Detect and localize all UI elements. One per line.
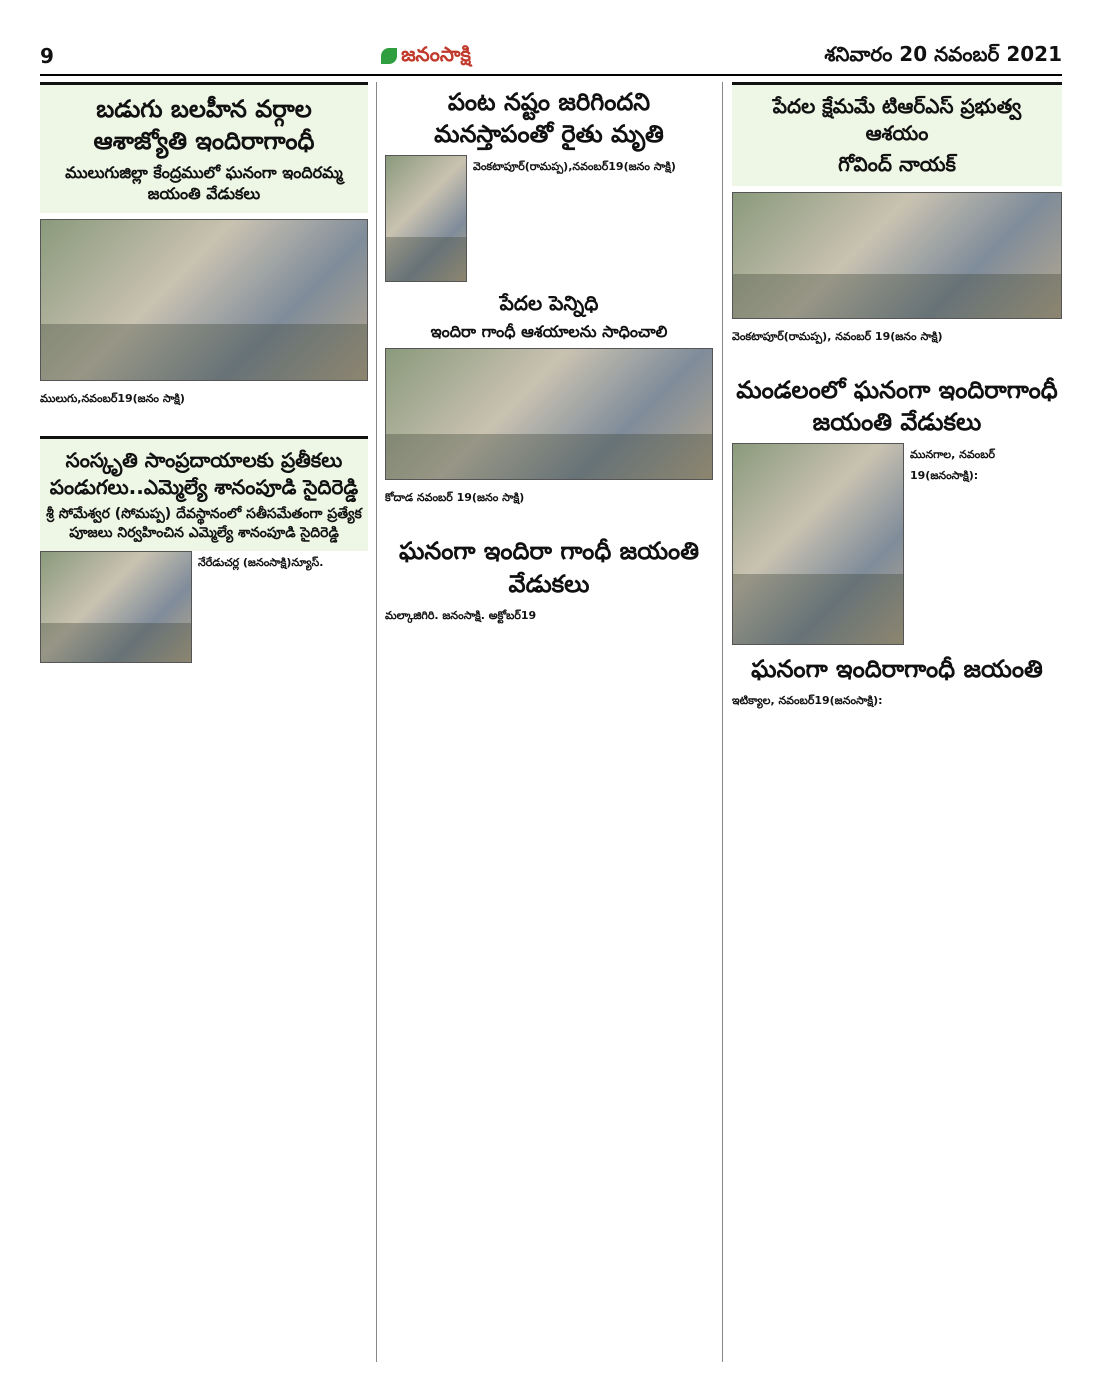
column-divider [722, 82, 723, 1362]
article-body [732, 348, 1062, 368]
article-photo [732, 443, 904, 645]
article-indira-kodada [385, 290, 713, 530]
logo-text: జనంసాక్షి [401, 41, 471, 66]
headline-box [732, 82, 1062, 186]
headline-box [40, 436, 368, 551]
newspaper-logo [381, 42, 471, 71]
masthead [40, 40, 1062, 72]
article-mla-saidireddy [40, 436, 368, 667]
article-photo [40, 551, 192, 663]
article-headline: పేదల క్షేమమే టిఆర్ఎస్ ప్రభుత్వ ఆశయం [772, 94, 1022, 145]
article-dateline: వెంకటాపూర్(రామప్ప),నవంబర్19(జనం సాక్షి) [473, 159, 676, 173]
article-dateline: ములుగు,నవంబర్19(జనం సాక్షి) [40, 391, 185, 405]
issue-date: శనివారం 20 నవంబర్ 2021 [824, 41, 1062, 66]
article-headline: బడుగు బలహీన వర్గాల ఆశాజ్యోతి ఇందిరాగాంధీ [93, 95, 315, 156]
article-subheadline: ములుగుజిల్లా కేంద్రములో ఘనంగా ఇందిరమ్మ జయంతి వేడుకలు [65, 162, 343, 204]
article-headline: మండలంలో ఘనంగా ఇందిరాగాంధీ జయంతి వేడుకలు [736, 376, 1058, 437]
article-photo [40, 219, 368, 381]
article-photo [385, 155, 467, 282]
article-subheadline: గోవింద్ నాయక్ [838, 152, 956, 176]
article-headline: పంట నష్టం జరిగిందని మనస్తాపంతో రైతు మృతి [434, 88, 664, 149]
article-farmer-death [385, 86, 713, 286]
article-dateline: నేరేడుచర్ల (జనంసాక్షి)న్యూస్. [198, 555, 324, 569]
article-subheadline: ఇందిరా గాంధీ ఆశయాలను సాధించాలి [430, 321, 668, 341]
article-indira-munagala [732, 374, 1062, 649]
article-photo [385, 348, 713, 480]
article-body [385, 509, 713, 529]
article-dateline: మునగాల, నవంబర్ 19(జనంసాక్షి): [910, 447, 995, 482]
page-number: 9 [40, 44, 54, 68]
article-indira-malkajgiri [385, 535, 713, 647]
article-indira-itikyala [732, 653, 1062, 732]
article-dateline: వెంకటాపూర్(రామప్ప), నవంబర్ 19(జనం సాక్షి) [732, 330, 943, 343]
article-photo [732, 192, 1062, 319]
headline-box [40, 82, 368, 213]
article-headline: ఘనంగా ఇందిరా గాంధీ జయంతి వేడుకలు [398, 537, 699, 598]
article-body [732, 712, 1062, 732]
masthead-rule [40, 74, 1062, 76]
column-divider [376, 82, 377, 1362]
article-headline: ఘనంగా ఇందిరాగాంధీ జయంతి [751, 654, 1043, 683]
article-body [385, 627, 713, 647]
article-dateline: ఇటిక్యాల, నవంబర్19(జనంసాక్షి): [732, 694, 883, 708]
column-1 [40, 82, 368, 667]
article-trs-welfare [732, 82, 1062, 368]
article-headline: పేదల పెన్నిధి [499, 290, 599, 315]
article-dateline: కోదాడ నవంబర్ 19(జనం సాక్షి) [385, 491, 525, 505]
article-dateline: మల్కాజిగిరి. జనంసాక్షి. అక్టోబర్19 [385, 609, 537, 623]
leaf-logo-icon [381, 48, 397, 64]
article-subheadline: శ్రీ సోమేశ్వర (సోమప్ప) దేవస్థానంలో సతీసమేతంగా ప్రత్యేక పూజలు నిర్వహించిన ఎమ్మెల్యే శానంపూడి సైదిరెడ్డి [46, 505, 362, 541]
article-headline: సంస్కృతి సాంప్రదాయాలకు ప్రతీకలు పండుగలు..ఎమ్మెల్యే శానంపూడి సైదిరెడ్డి [49, 447, 359, 499]
article-body [40, 410, 368, 430]
article-indira-mulugu [40, 82, 368, 430]
column-2 [385, 82, 713, 653]
column-3 [732, 82, 1062, 738]
